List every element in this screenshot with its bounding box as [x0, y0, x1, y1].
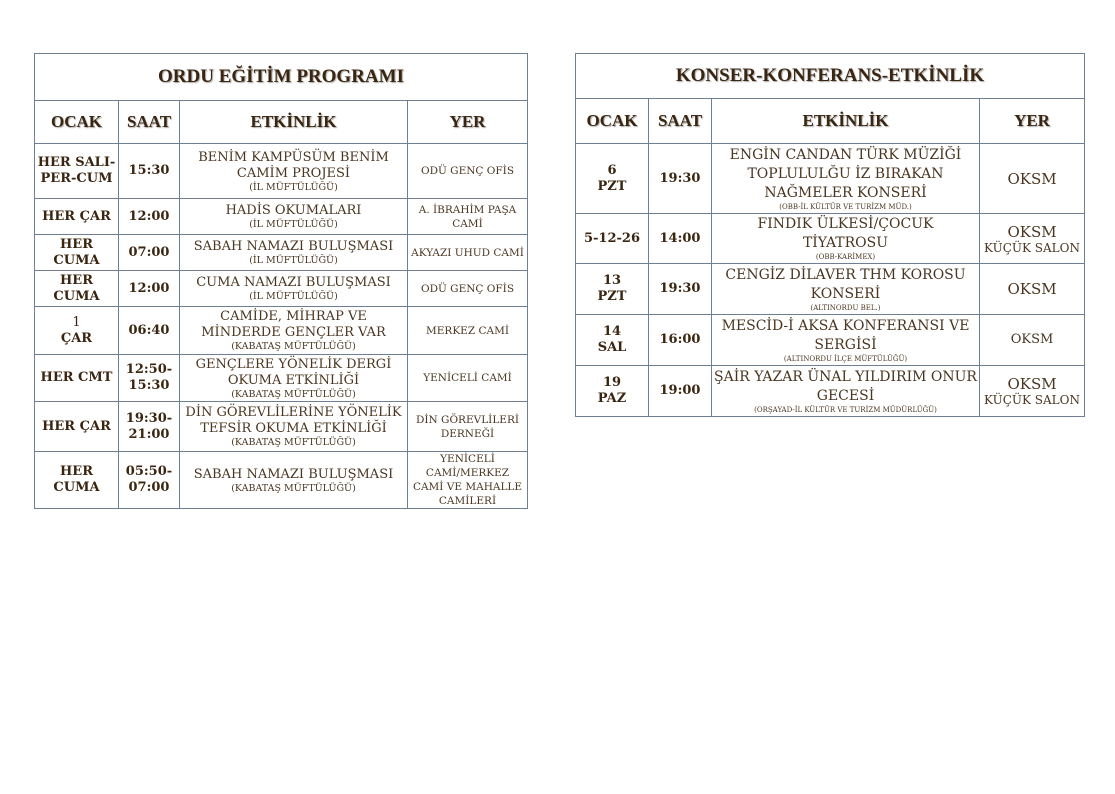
column-header-saat: SAAT [119, 101, 180, 144]
event-name: BENİM KAMPÜSÜM BENİM CAMİM PROJESİ [198, 149, 389, 181]
date-weekday: ÇAR [60, 330, 93, 346]
time-cell: 19:30 [649, 144, 712, 214]
venue-cell [980, 264, 1085, 315]
column-header-yer: YER [980, 99, 1085, 144]
event-organizer: (KABATAŞ MÜFTÜLÜĞÜ) [231, 437, 356, 448]
venue-cell: YENİCELİ CAMİ/MERKEZ CAMİ VE MAHALLE CAMİLERİ [408, 452, 528, 509]
venue-name: OKSM [1007, 222, 1057, 241]
event-organizer: (İL MÜFTÜLÜĞÜ) [249, 219, 338, 230]
venue-cell: DİN GÖREVLİLERİ DERNEĞİ [408, 402, 528, 452]
column-header-saat: SAAT [649, 99, 712, 144]
event-name: ŞAİR YAZAR ÜNAL YILDIRIM ONUR GECESİ [714, 368, 977, 404]
time-cell: 05:50-07:00 [119, 452, 180, 509]
event-organizer: (KABATAŞ MÜFTÜLÜĞÜ) [231, 482, 356, 494]
table-row [576, 144, 1085, 214]
event-name: GENÇLERE YÖNELİK DERGİ OKUMA ETKİNLİĞİ [195, 356, 392, 388]
date-day: 19 [602, 375, 622, 390]
event-cell [712, 366, 980, 417]
event-name: DİN GÖREVLİLERİNE YÖNELİK TEFSİR OKUMA ETKİNLİĞİ [185, 405, 402, 436]
time-cell: 19:00 [649, 366, 712, 417]
concert-conference-table [575, 53, 1085, 417]
event-name: SABAH NAMAZI BULUŞMASI [193, 466, 394, 482]
event-organizer: (KABATAŞ MÜFTÜLÜĞÜ) [231, 388, 356, 400]
table-row [35, 355, 528, 402]
event-name: MESCİD-İ AKSA KONFERANSI VE SERGİSİ [721, 317, 970, 353]
event-cell [180, 452, 408, 509]
event-cell [180, 235, 408, 271]
event-cell [180, 271, 408, 307]
table-row [35, 144, 528, 199]
date-cell [576, 366, 649, 417]
venue-hall: KÜÇÜK SALON [984, 240, 1080, 255]
concert-table-title: KONSER-KONFERANS-ETKİNLİK [576, 54, 1085, 99]
venue-cell [980, 214, 1085, 264]
venue-cell: A. İBRAHİM PAŞA CAMİ [408, 199, 528, 235]
venue-cell: YENİCELİ CAMİ [408, 355, 528, 402]
time-cell: 06:40 [119, 307, 180, 355]
event-cell [712, 214, 980, 264]
column-header-yer: YER [408, 101, 528, 144]
event-organizer: (ALTINORDU İLÇE MÜFTÜLÜĞÜ) [783, 354, 908, 363]
event-organizer: (KABATAŞ MÜFTÜLÜĞÜ) [231, 341, 356, 352]
event-name: ENGİN CANDAN TÜRK MÜZİĞİ TOPLULULĞU İZ BIRAKAN NAĞMELER KONSERİ [729, 146, 962, 201]
venue-name: OKSM [1010, 332, 1054, 347]
event-cell [712, 315, 980, 366]
table-row [35, 271, 528, 307]
event-name: CENGİZ DİLAVER THM KOROSU KONSERİ [725, 266, 966, 302]
table-row [576, 315, 1085, 366]
event-name: FINDIK ÜLKESİ/ÇOCUK TİYATROSU [757, 216, 934, 251]
time-cell: 15:30 [119, 144, 180, 199]
education-table-title: ORDU EĞİTİM PROGRAMI [35, 54, 528, 101]
date-weekday: SAL [597, 340, 627, 355]
date-cell: HER CUMA [35, 235, 119, 271]
venue-cell: ODÜ GENÇ OFİS [408, 271, 528, 307]
table-row [35, 199, 528, 235]
date-cell: HER SALI-PER-CUM [35, 144, 119, 199]
event-name: CAMİDE, MİHRAP VE MİNDERDE GENÇLER VAR [201, 309, 386, 340]
column-header-ocak: OCAK [35, 101, 119, 144]
venue-name: OKSM [1007, 375, 1057, 393]
event-name: HADİS OKUMALARI [225, 203, 362, 218]
venue-cell: ODÜ GENÇ OFİS [408, 144, 528, 199]
column-header-etkinlik: ETKİNLİK [712, 99, 980, 144]
table-row [35, 452, 528, 509]
event-organizer: (OBB-İL KÜLTÜR VE TURİZM MÜD.) [779, 202, 912, 211]
table-row [35, 307, 528, 355]
event-cell [180, 402, 408, 452]
table-row [576, 264, 1085, 315]
event-organizer: (İL MÜFTÜLÜĞÜ) [249, 181, 338, 193]
event-name: SABAH NAMAZI BULUŞMASI [193, 239, 394, 254]
event-organizer: (ORŞAYAD-İL KÜLTÜR VE TURİZM MÜDÜRLÜĞÜ) [754, 405, 937, 414]
event-cell [180, 144, 408, 199]
time-cell: 14:00 [649, 214, 712, 264]
venue-name: OKSM [1007, 169, 1057, 188]
time-cell: 12:00 [119, 271, 180, 307]
date-day: 13 [602, 273, 622, 288]
table-row [35, 402, 528, 452]
time-cell: 16:00 [649, 315, 712, 366]
event-organizer: (İL MÜFTÜLÜĞÜ) [249, 255, 338, 266]
event-cell [180, 307, 408, 355]
event-cell [180, 199, 408, 235]
date-weekday: PZT [597, 289, 627, 304]
education-program-table [34, 53, 528, 509]
date-cell: HER CUMA [35, 271, 119, 307]
venue-cell [980, 144, 1085, 214]
time-cell: 12:00 [119, 199, 180, 235]
venue-cell: AKYAZI UHUD CAMİ [408, 235, 528, 271]
time-cell: 12:50-15:30 [119, 355, 180, 402]
event-cell [712, 264, 980, 315]
date-cell: HER CMT [35, 355, 119, 402]
date-cell [35, 307, 119, 355]
date-weekday: PZT [597, 178, 627, 194]
event-organizer: (OBB-KARİMEX) [815, 253, 876, 261]
date-day: 6 [607, 162, 617, 178]
venue-name: OKSM [1007, 280, 1057, 298]
date-cell [576, 144, 649, 214]
venue-cell [980, 366, 1085, 417]
date-cell: 5-12-26 [576, 214, 649, 264]
venue-cell: MERKEZ CAMİ [408, 307, 528, 355]
table-row [576, 366, 1085, 417]
time-cell: 19:30 [649, 264, 712, 315]
column-header-etkinlik: ETKİNLİK [180, 101, 408, 144]
venue-hall: KÜÇÜK SALON [984, 393, 1080, 407]
time-cell: 07:00 [119, 235, 180, 271]
date-cell: HER CUMA [35, 452, 119, 509]
table-row [35, 235, 528, 271]
date-day: 1 [72, 314, 81, 330]
event-cell [180, 355, 408, 402]
event-organizer: (İL MÜFTÜLÜĞÜ) [249, 291, 338, 302]
column-header-ocak: OCAK [576, 99, 649, 144]
event-name: CUMA NAMAZI BULUŞMASI [196, 275, 391, 290]
date-cell [576, 264, 649, 315]
event-cell [712, 144, 980, 214]
date-cell [576, 315, 649, 366]
table-row [576, 214, 1085, 264]
date-weekday: PAZ [597, 391, 627, 406]
date-day: 14 [602, 324, 622, 339]
venue-cell [980, 315, 1085, 366]
event-organizer: (ALTINORDU BEL.) [810, 303, 881, 312]
time-cell: 19:30-21:00 [119, 402, 180, 452]
date-cell: HER ÇAR [35, 402, 119, 452]
date-cell: HER ÇAR [35, 199, 119, 235]
